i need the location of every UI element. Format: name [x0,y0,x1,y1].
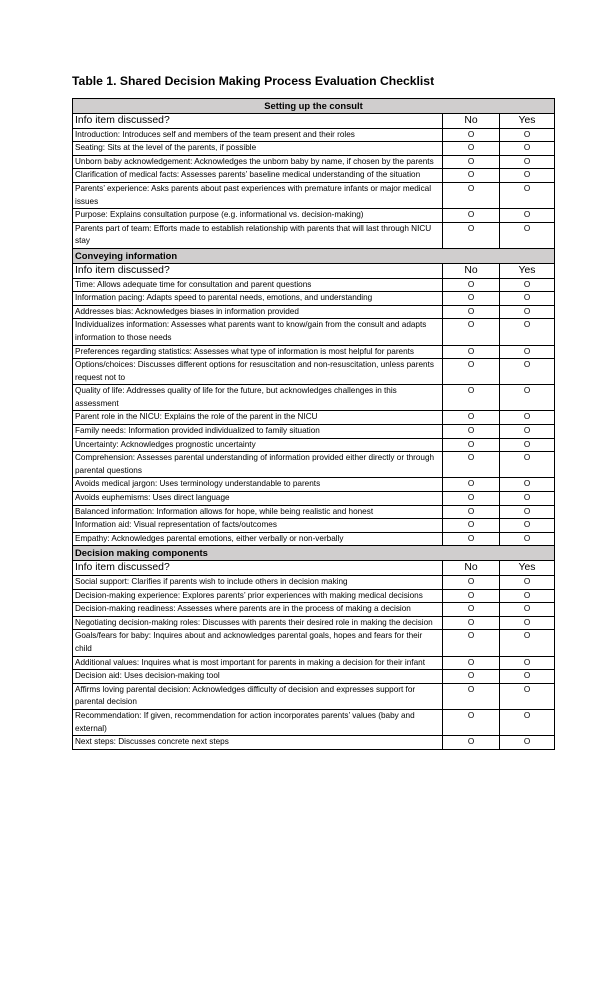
yes-option-circle[interactable]: O [500,292,555,306]
no-option-circle[interactable]: O [443,292,500,306]
no-option-circle[interactable]: O [443,736,500,750]
table-row [73,630,555,656]
no-option-circle[interactable]: O [443,155,500,169]
table-row [73,576,555,590]
table-row [73,616,555,630]
table-row [73,670,555,684]
yes-option-circle[interactable]: O [500,359,555,385]
table-row [73,222,555,248]
table-row [73,532,555,546]
item-description: Decision aid: Uses decision-making tool [73,670,443,684]
item-description: Information pacing: Adapts speed to parental needs, emotions, and understanding [73,292,443,306]
item-description: Options/choices: Discusses different options for resuscitation and non-resuscitation, unless parents request not to [73,359,443,385]
table-row [73,305,555,319]
yes-option-circle[interactable]: O [500,656,555,670]
item-description: Next steps: Discusses concrete next steps [73,736,443,750]
no-option-circle[interactable]: O [443,438,500,452]
yes-option-circle[interactable]: O [500,169,555,183]
yes-option-circle[interactable]: O [500,478,555,492]
table-row [73,142,555,156]
yes-option-circle[interactable]: O [500,425,555,439]
item-description: Seating: Sits at the level of the parents, if possible [73,142,443,156]
item-description: Introduction: Introduces self and members of the team present and their roles [73,128,443,142]
column-header-yes: Yes [500,263,555,278]
yes-option-circle[interactable]: O [500,182,555,208]
no-option-circle[interactable]: O [443,576,500,590]
no-option-circle[interactable]: O [443,452,500,478]
column-header-no: No [443,561,500,576]
yes-option-circle[interactable]: O [500,128,555,142]
item-description: Parents’ experience: Asks parents about past experiences with premature infants or major medical issues [73,182,443,208]
table-row [73,492,555,506]
no-option-circle[interactable]: O [443,670,500,684]
no-option-circle[interactable]: O [443,425,500,439]
no-option-circle[interactable]: O [443,683,500,709]
yes-option-circle[interactable]: O [500,709,555,735]
section-heading: Setting up the consult [73,99,555,114]
item-description: Balanced information: Information allows for hope, while being realistic and honest [73,505,443,519]
item-description: Uncertainty: Acknowledges prognostic uncertainty [73,438,443,452]
item-description: Time: Allows adequate time for consultation and parent questions [73,278,443,292]
item-description: Quality of life: Addresses quality of life for the future, but acknowledges challenges in this assessment [73,385,443,411]
yes-option-circle[interactable]: O [500,345,555,359]
yes-option-circle[interactable]: O [500,589,555,603]
section-header-row [73,99,555,114]
yes-option-circle[interactable]: O [500,736,555,750]
no-option-circle[interactable]: O [443,222,500,248]
item-description: Purpose: Explains consultation purpose (e.g. informational vs. decision-making) [73,209,443,223]
section-header-row [73,546,555,561]
item-description: Family needs: Information provided individualized to family situation [73,425,443,439]
yes-option-circle[interactable]: O [500,278,555,292]
no-option-circle[interactable]: O [443,359,500,385]
table-row [73,736,555,750]
table-row [73,603,555,617]
table-row [73,278,555,292]
no-option-circle[interactable]: O [443,478,500,492]
no-option-circle[interactable]: O [443,142,500,156]
table-row [73,656,555,670]
no-option-circle[interactable]: O [443,278,500,292]
item-description: Decision-making experience: Explores parents’ prior experiences with making medical decisions [73,589,443,603]
table-row [73,209,555,223]
no-option-circle[interactable]: O [443,492,500,506]
table-row [73,292,555,306]
yes-option-circle[interactable]: O [500,576,555,590]
yes-option-circle[interactable]: O [500,492,555,506]
column-header-no: No [443,263,500,278]
column-header-yes: Yes [500,561,555,576]
column-header-row [73,114,555,129]
item-description: Unborn baby acknowledgement: Acknowledges the unborn baby by name, if chosen by the parents [73,155,443,169]
item-description: Decision-making readiness: Assesses where parents are in the process of making a decision [73,603,443,617]
table-row [73,319,555,345]
table-title: Table 1. Shared Decision Making Process Evaluation Checklist [72,74,435,88]
yes-option-circle[interactable]: O [500,519,555,533]
no-option-circle[interactable]: O [443,630,500,656]
item-description: Recommendation: If given, recommendation for action incorporates parents’ values (baby and external) [73,709,443,735]
item-description: Addresses bias: Acknowledges biases in information provided [73,305,443,319]
yes-option-circle[interactable]: O [500,683,555,709]
yes-option-circle[interactable]: O [500,305,555,319]
table-row [73,385,555,411]
yes-option-circle[interactable]: O [500,385,555,411]
no-option-circle[interactable]: O [443,589,500,603]
yes-option-circle[interactable]: O [500,319,555,345]
column-header-item: Info item discussed? [73,263,443,278]
no-option-circle[interactable]: O [443,345,500,359]
no-option-circle[interactable]: O [443,209,500,223]
item-description: Goals/fears for baby: Inquires about and acknowledges parental goals, hopes and fears for their child [73,630,443,656]
column-header-item: Info item discussed? [73,561,443,576]
yes-option-circle[interactable]: O [500,411,555,425]
item-description: Avoids euphemisms: Uses direct language [73,492,443,506]
yes-option-circle[interactable]: O [500,438,555,452]
no-option-circle[interactable]: O [443,385,500,411]
no-option-circle[interactable]: O [443,411,500,425]
no-option-circle[interactable]: O [443,603,500,617]
item-description: Individualizes information: Assesses what parents want to know/gain from the consult and adapts information to those needs [73,319,443,345]
table-row [73,425,555,439]
yes-option-circle[interactable]: O [500,603,555,617]
no-option-circle[interactable]: O [443,505,500,519]
table-row [73,438,555,452]
table-row [73,683,555,709]
yes-option-circle[interactable]: O [500,630,555,656]
section-heading: Decision making components [73,546,555,561]
yes-option-circle[interactable]: O [500,142,555,156]
column-header-item: Info item discussed? [73,114,443,129]
no-option-circle[interactable]: O [443,616,500,630]
table-row [73,519,555,533]
table-row [73,155,555,169]
item-description: Clarification of medical facts: Assesses parents’ baseline medical understanding of the situation [73,169,443,183]
item-description: Empathy: Acknowledges parental emotions, either verbally or non-verbally [73,532,443,546]
table-row [73,359,555,385]
checklist-table [72,98,555,750]
item-description: Affirms loving parental decision: Acknowledges difficulty of decision and expresses support for parental decision [73,683,443,709]
section-heading: Conveying information [73,248,555,263]
yes-option-circle[interactable]: O [500,452,555,478]
item-description: Information aid: Visual representation of facts/outcomes [73,519,443,533]
no-option-circle[interactable]: O [443,319,500,345]
table-row [73,345,555,359]
no-option-circle[interactable]: O [443,305,500,319]
no-option-circle[interactable]: O [443,656,500,670]
yes-option-circle[interactable]: O [500,209,555,223]
table-row [73,182,555,208]
item-description: Parents part of team: Efforts made to establish relationship with parents that will last through NICU stay [73,222,443,248]
section-header-row [73,248,555,263]
checklist-body [73,99,555,750]
column-header-yes: Yes [500,114,555,129]
yes-option-circle[interactable]: O [500,155,555,169]
column-header-row [73,263,555,278]
no-option-circle[interactable]: O [443,128,500,142]
yes-option-circle[interactable]: O [500,222,555,248]
table-row [73,452,555,478]
column-header-no: No [443,114,500,129]
item-description: Social support: Clarifies if parents wish to include others in decision making [73,576,443,590]
table-row [73,709,555,735]
table-row [73,478,555,492]
yes-option-circle[interactable]: O [500,532,555,546]
no-option-circle[interactable]: O [443,169,500,183]
table-row [73,505,555,519]
table-row [73,411,555,425]
no-option-circle[interactable]: O [443,532,500,546]
no-option-circle[interactable]: O [443,709,500,735]
no-option-circle[interactable]: O [443,182,500,208]
item-description: Comprehension: Assesses parental understanding of information provided either directly or through parental questions [73,452,443,478]
item-description: Avoids medical jargon: Uses terminology understandable to parents [73,478,443,492]
item-description: Preferences regarding statistics: Assesses what type of information is most helpful for parents [73,345,443,359]
item-description: Negotiating decision-making roles: Discusses with parents their desired role in making the decision [73,616,443,630]
table-row [73,589,555,603]
table-row [73,169,555,183]
table-row [73,128,555,142]
no-option-circle[interactable]: O [443,519,500,533]
yes-option-circle[interactable]: O [500,616,555,630]
yes-option-circle[interactable]: O [500,670,555,684]
item-description: Additional values: Inquires what is most important for parents in making a decision for their infant [73,656,443,670]
item-description: Parent role in the NICU: Explains the role of the parent in the NICU [73,411,443,425]
yes-option-circle[interactable]: O [500,505,555,519]
column-header-row [73,561,555,576]
